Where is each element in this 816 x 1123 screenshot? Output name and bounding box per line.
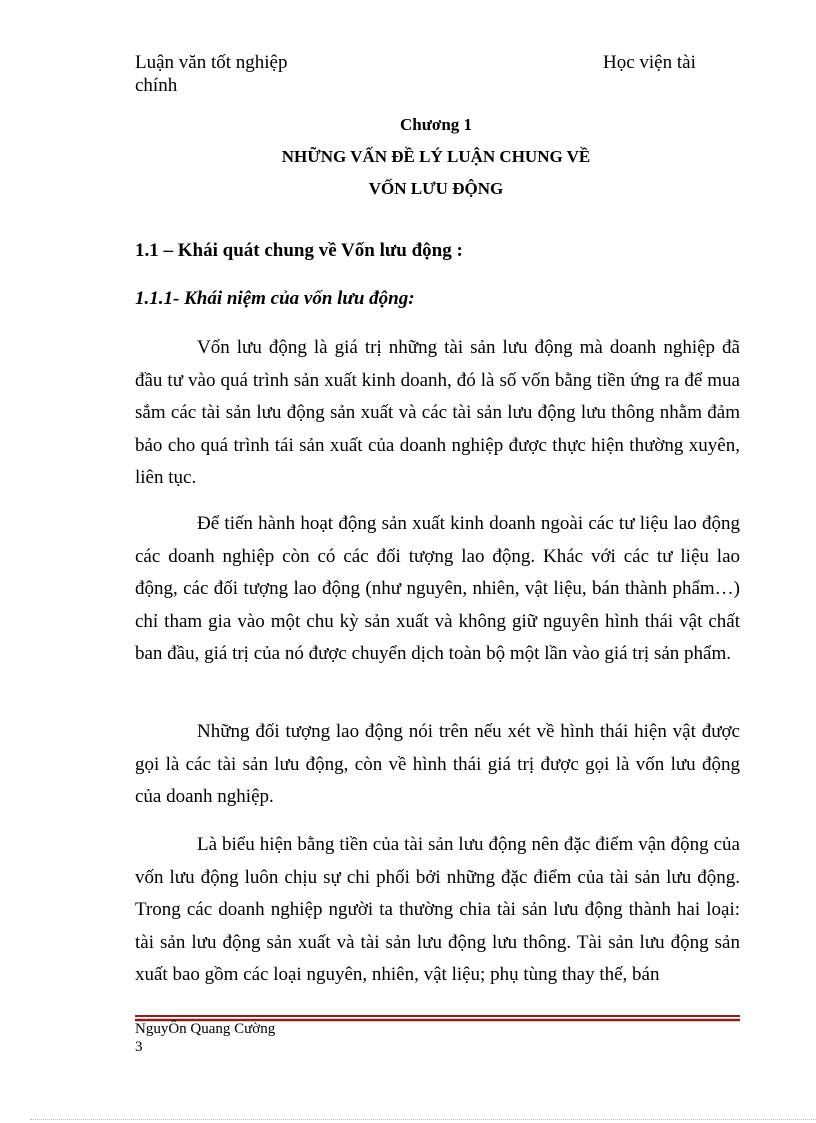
paragraph-1: Vốn lưu động là giá trị những tài sản lưu động mà doanh nghiệp đã đầu tư vào quá trình sản xuất kinh doanh, đó là số vốn bằng tiền ứng ra để mua sắm các tài sản lưu động sản xuất và các tài sản lưu động lưu thông nhằm đảm bảo cho quá trình tái sản xuất của doanh nghiệp được thực hiện thường xuyên, liên tục. <box>135 337 740 489</box>
chapter-title-line1: NHỮNG VẤN ĐỀ LÝ LUẬN CHUNG VỀ <box>281 147 591 166</box>
header-left-continuation: chính <box>135 75 178 96</box>
subsection-heading: 1.1.1- Khái niệm của vốn lưu động: <box>135 288 415 309</box>
paragraph-3: Những đối tượng lao động nói trên nếu xét về hình thái hiện vật được gọi là các tài sản lưu động, còn về hình thái giá trị được gọi là vốn lưu động của doanh nghiệp. <box>135 721 740 808</box>
page-bottom-dotted-edge <box>30 1119 816 1120</box>
paragraph-2: Để tiến hành hoạt động sản xuất kinh doanh ngoài các tư liệu lao động các doanh nghiệp còn có các đối tượng lao động. Khác với các tư liệu lao động, các đối tượng lao động (như nguyên, nhiên, vật liệu, bán thành phẩm…) chỉ tham gia vào một chu kỳ sản xuất và không giữ nguyên hình thái vật chất ban đầu, giá trị của nó được chuyển dịch toàn bộ một lần vào giá trị sản phẩm. <box>135 513 740 665</box>
paragraph-4: Là biểu hiện bằng tiền của tài sản lưu động nên đặc điểm vận động của vốn lưu động luôn chịu sự chi phối bởi những đặc điểm của tài sản lưu động. Trong các doanh nghiệp người ta thường chia tài sản lưu động thành hai loại: tài sản lưu động sản xuất và tài sản lưu động lưu thông. Tài sản lưu động sản xuất bao gồm các loại nguyên, nhiên, vật liệu; phụ tùng thay thế, bán <box>135 834 740 986</box>
header-right-title: Học viện tài <box>603 52 696 73</box>
chapter-number: Chương 1 <box>399 115 473 134</box>
footer-page-number: 3 <box>135 1039 143 1055</box>
header-left-title: Luận văn tốt nghiệp <box>135 52 288 73</box>
section-heading: 1.1 – Khái quát chung về Vốn lưu động : <box>135 240 463 261</box>
chapter-title-line2: VỐN LƯU ĐỘNG <box>368 179 504 198</box>
footer-author: NguyÔn Quang Cường <box>135 1021 276 1037</box>
